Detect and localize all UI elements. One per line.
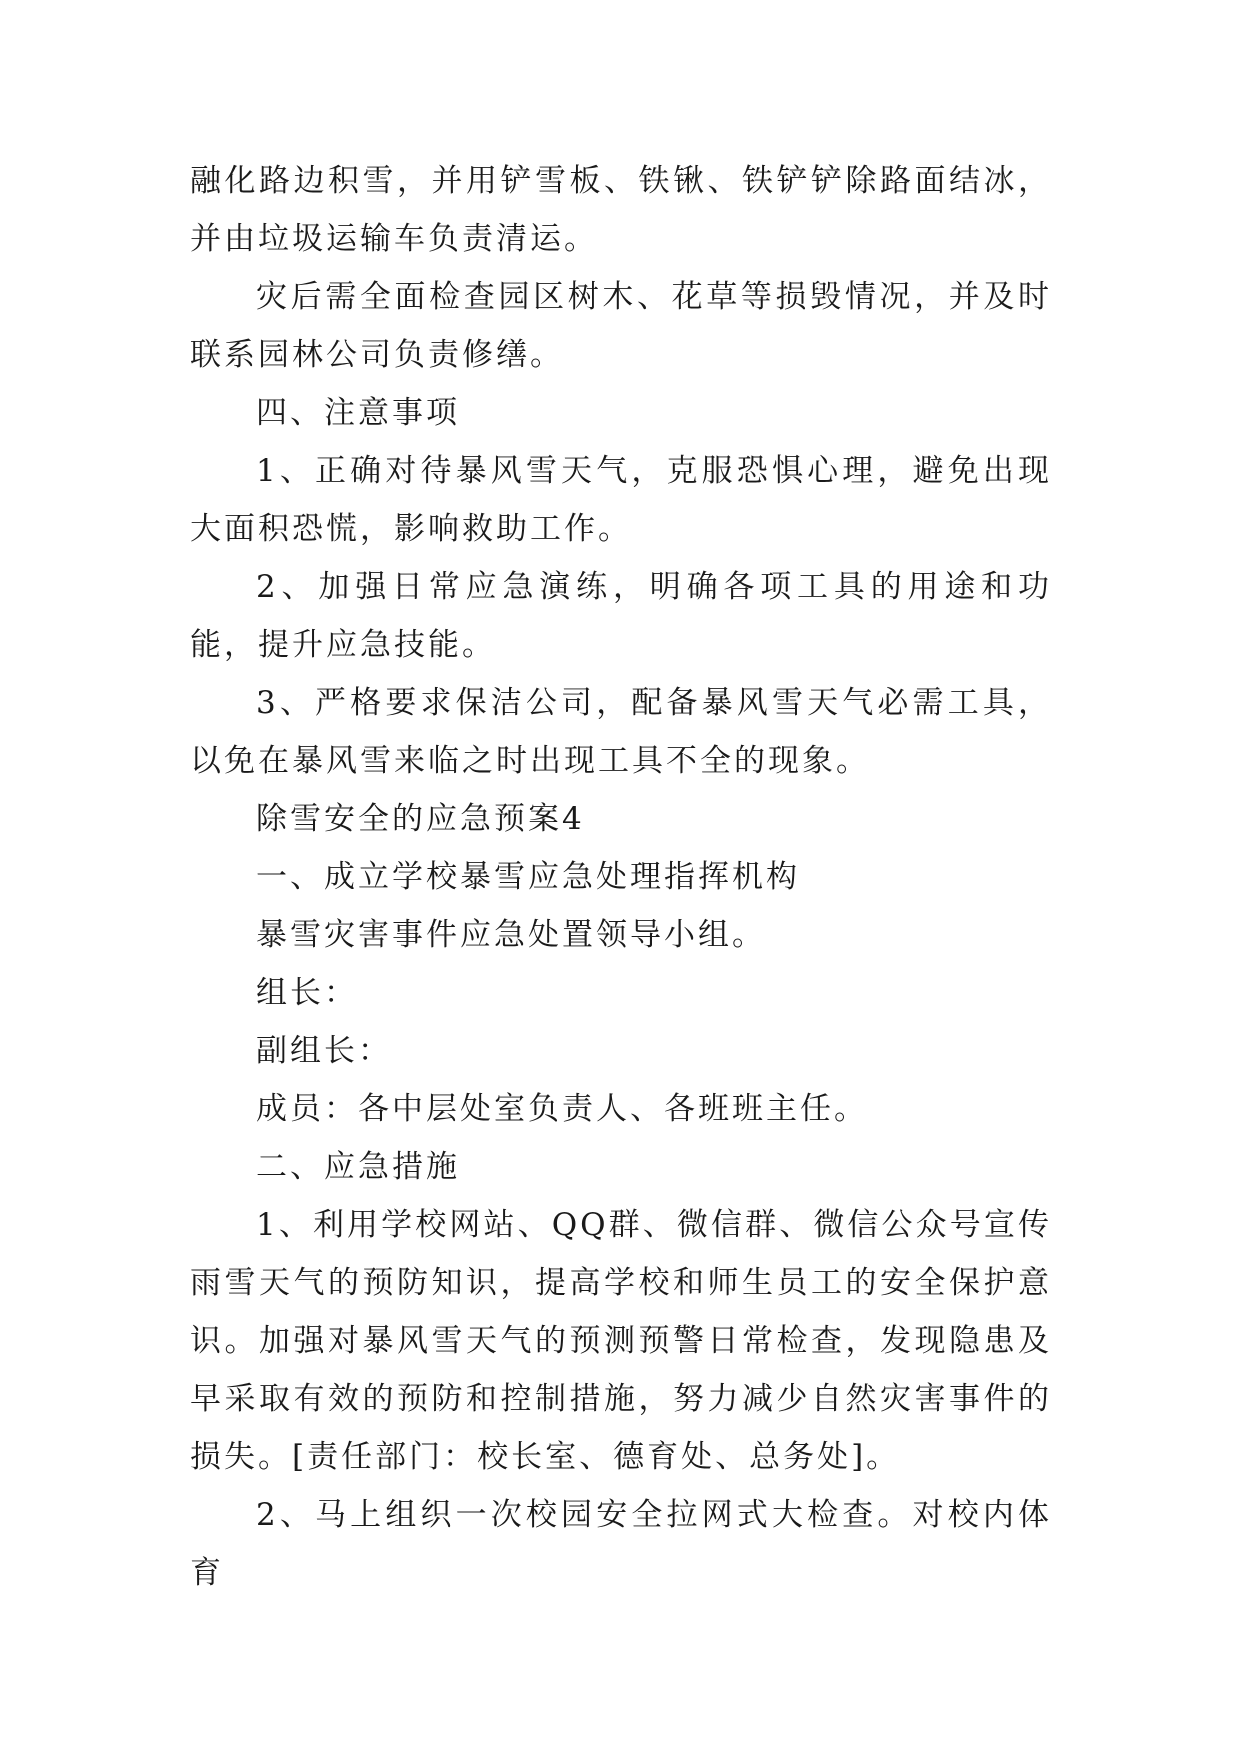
section-heading-measures: 二、应急措施 [256, 1149, 460, 1185]
document-body [190, 152, 1052, 1602]
note-item-1: 1、正确对待暴风雪天气，克服恐惧心理，避免出现大面积恐慌，影响救助工作。 [190, 453, 1052, 547]
field-group-leader: 组长： [256, 975, 358, 1011]
field-members: 成员：各中层处室负责人、各班班主任。 [256, 1091, 868, 1127]
measure-item-2: 2、马上组织一次校园安全拉网式大检查。对校内体育 [190, 1497, 1052, 1591]
paragraph-disaster-inspection: 灾后需全面检查园区树木、花草等损毁情况，并及时联系园林公司负责修缮。 [190, 279, 1052, 373]
paragraph-leadership-group: 暴雪灾害事件应急处置领导小组。 [256, 917, 766, 953]
note-item-2: 2、加强日常应急演练，明确各项工具的用途和功能，提升应急技能。 [190, 569, 1052, 663]
field-deputy-leader: 副组长： [256, 1033, 392, 1069]
note-item-3: 3、严格要求保洁公司，配备暴风雪天气必需工具，以免在暴风雪来临之时出现工具不全的现象。 [190, 685, 1052, 779]
section-heading-notes: 四、注意事项 [256, 395, 460, 431]
measure-item-1: 1、利用学校网站、QQ群、微信群、微信公众号宣传雨雪天气的预防知识，提高学校和师生员工的安全保护意识。加强对暴风雪天气的预测预警日常检查，发现隐患及早采取有效的预防和控制措施，努力减少自然灾害事件的损失。[责任部门：校长室、德育处、总务处]。 [190, 1207, 1052, 1475]
plan-title: 除雪安全的应急预案4 [256, 801, 585, 837]
section-heading-command: 一、成立学校暴雪应急处理指挥机构 [256, 859, 800, 895]
paragraph-continuation: 融化路边积雪，并用铲雪板、铁锹、铁铲铲除路面结冰，并由垃圾运输车负责清运。 [190, 163, 1052, 257]
